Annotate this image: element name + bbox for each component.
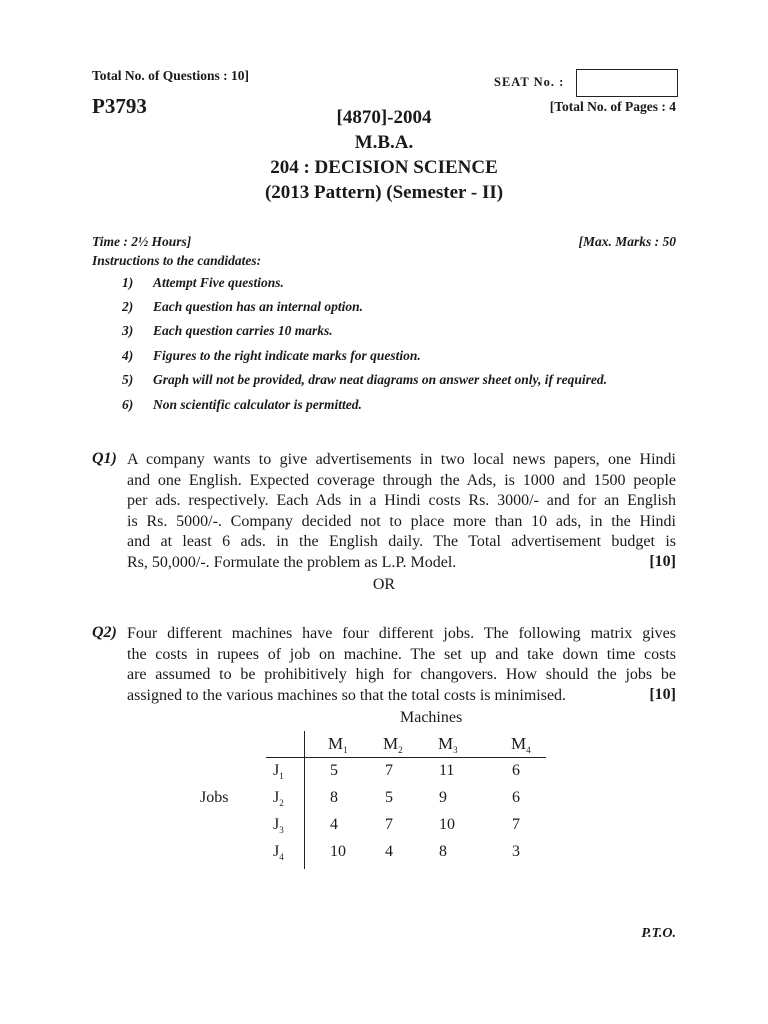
instruction-item: 4) Figures to the right indicate marks for question. — [122, 348, 421, 363]
q2-line: Four different machines have four different jobs. The following matrix gives — [127, 625, 676, 642]
table-horizontal-rule — [266, 757, 546, 758]
q2-marks: [10] — [649, 686, 676, 703]
instruction-item: 6) Non scientific calculator is permitted. — [122, 397, 362, 412]
q2-line: assigned to the various machines so that the total costs is minimised. — [127, 687, 567, 704]
table-cell: 10 — [330, 843, 346, 860]
q1-line: and at least 6 ads. in the English daily. The Total advertisement budget is — [127, 533, 676, 550]
pto-note: P.T.O. — [641, 926, 676, 941]
instructions-title: Instructions to the candidates: — [92, 253, 262, 268]
table-cell: 9 — [439, 789, 447, 806]
pattern-title: (2013 Pattern) (Semester - II) — [264, 182, 504, 203]
q1-line: A company wants to give advertisements in two local news papers, one Hindi — [127, 451, 676, 468]
table-cell: 6 — [512, 762, 520, 779]
jobs-caption: Jobs — [200, 789, 229, 806]
q1-marks: [10] — [649, 553, 676, 570]
row-header: $J_4$ — [273, 843, 284, 862]
row-header: $J_2$ — [273, 789, 284, 808]
q2-label: Q2) — [92, 624, 117, 641]
table-cell: 5 — [330, 762, 338, 779]
exam-code: [4870]-2004 — [336, 107, 432, 128]
q1-line: and one English. Expected coverage through the Ads, is 1000 and 1500 people — [127, 472, 676, 489]
q1-label: Q1) — [92, 450, 117, 467]
q1-line: per ads. respectively. Each Ads in a Hindi costs Rs. 3000/- and for an English — [127, 492, 676, 509]
time-allowed: Time : 2½ Hours] — [92, 234, 192, 249]
instruction-item: 2) Each question has an internal option. — [122, 299, 364, 314]
table-cell: 10 — [439, 816, 455, 833]
table-cell: 6 — [512, 789, 520, 806]
total-pages: [Total No. of Pages : 4 — [549, 99, 676, 114]
instruction-item: 1) Attempt Five questions. — [122, 275, 284, 290]
column-header: $M_3$ — [438, 734, 458, 755]
q1-line: Rs, 50,000/-. Formulate the problem as L.P. Model. — [127, 554, 457, 571]
row-header: $J_3$ — [273, 816, 284, 835]
degree-title: M.B.A. — [354, 132, 414, 153]
table-vertical-rule — [304, 731, 305, 869]
table-cell: 3 — [512, 843, 520, 860]
table-cell: 8 — [330, 789, 338, 806]
instruction-item: 5) Graph will not be provided, draw neat diagrams on answer sheet only, if required. — [122, 372, 608, 387]
table-cell: 4 — [385, 843, 393, 860]
max-marks: [Max. Marks : 50 — [578, 234, 676, 249]
row-header: $J_1$ — [273, 762, 284, 781]
column-header: $M_1$ — [328, 734, 348, 755]
or-separator: OR — [372, 576, 396, 593]
total-questions: Total No. of Questions : 10] — [92, 68, 250, 83]
column-header: $M_4$ — [511, 734, 531, 755]
column-header: $M_2$ — [383, 734, 403, 755]
machines-caption: Machines — [400, 709, 463, 726]
q2-line: are assumed to be prohibitively high for changovers. How should the jobs be — [127, 666, 676, 683]
q1-line: is Rs. 5000/-. Company decided not to place more than 10 ads, in the Hindi — [127, 513, 676, 530]
table-cell: 11 — [439, 762, 455, 779]
q2-line: the costs in rupees of job on machine. The set up and take down time costs — [127, 646, 676, 663]
table-cell: 7 — [385, 816, 393, 833]
paper-code: P3793 — [92, 94, 147, 118]
seat-no-box[interactable] — [576, 69, 678, 97]
seat-no-label: SEAT No. : — [494, 75, 565, 89]
table-cell: 4 — [330, 816, 338, 833]
subject-title: 204 : DECISION SCIENCE — [270, 157, 498, 178]
table-cell: 7 — [385, 762, 393, 779]
table-cell: 8 — [439, 843, 447, 860]
instruction-item: 3) Each question carries 10 marks. — [122, 323, 333, 338]
table-cell: 5 — [385, 789, 393, 806]
table-cell: 7 — [512, 816, 520, 833]
